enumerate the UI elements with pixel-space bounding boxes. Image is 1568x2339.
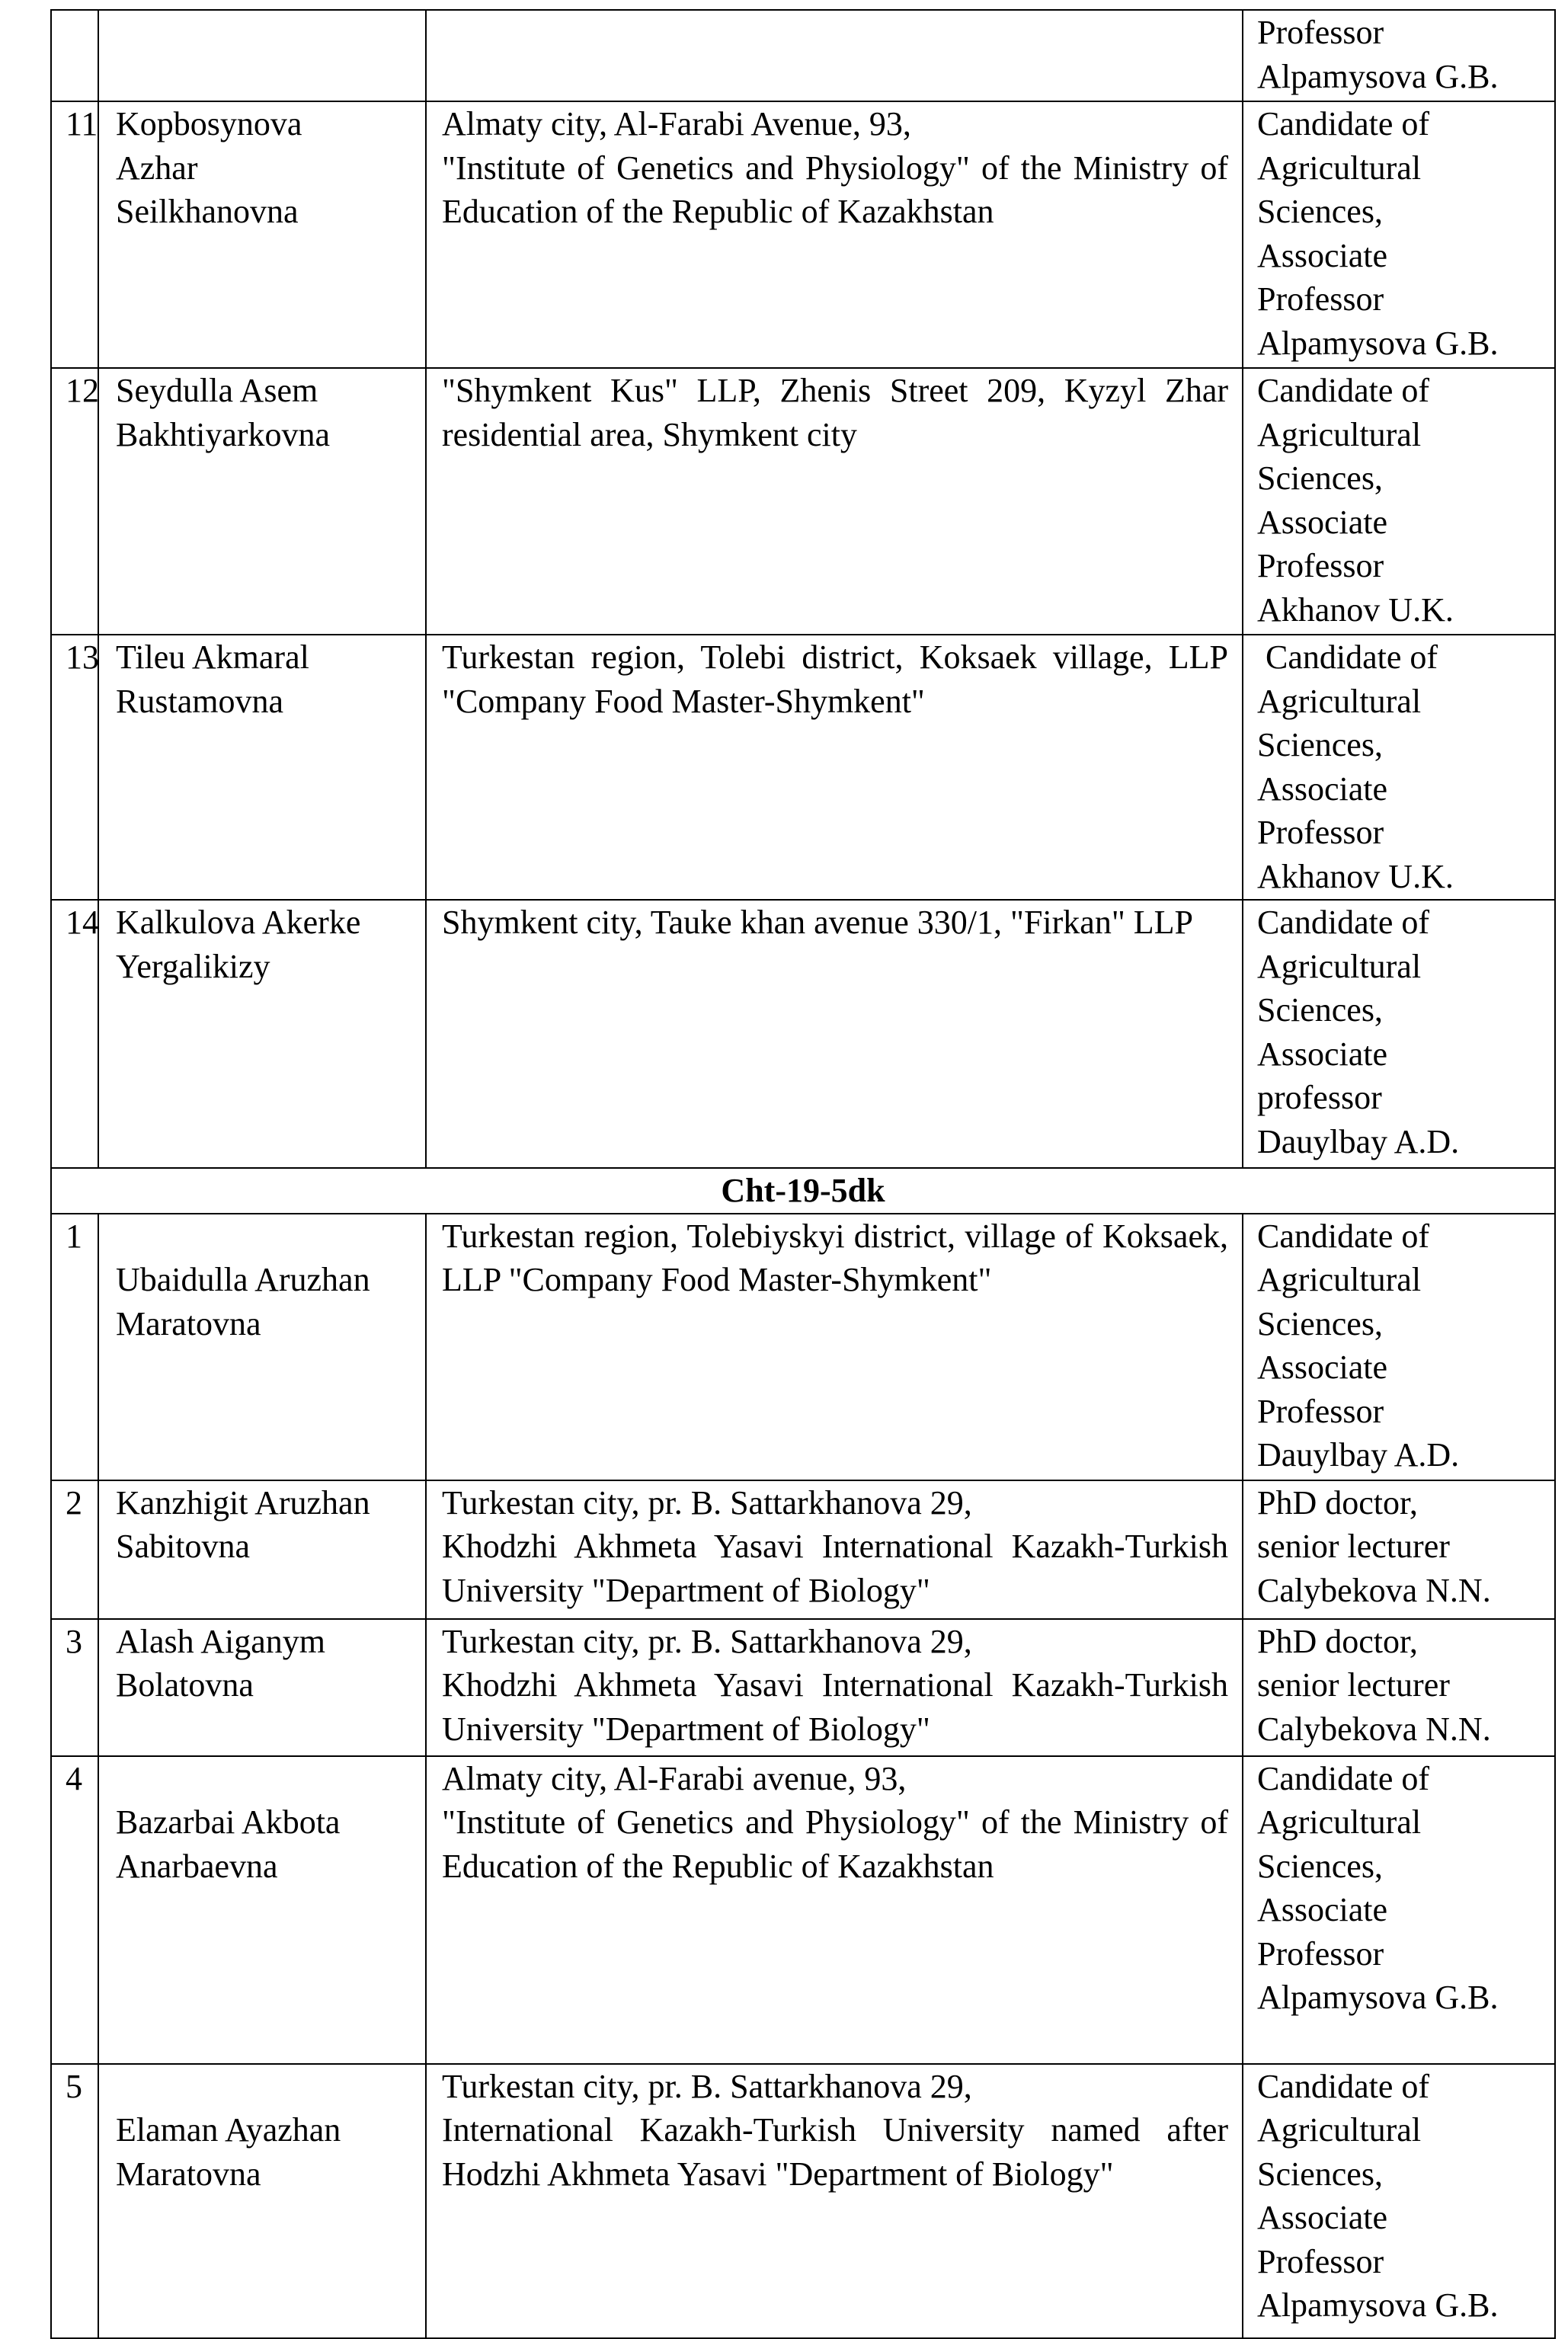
row-number-cell xyxy=(51,1619,98,1756)
supervisor-cell xyxy=(1243,1756,1555,2064)
student-name-cell xyxy=(98,1756,426,2064)
supervisor-cell xyxy=(1243,635,1555,900)
row-number: 1 xyxy=(66,1217,82,1255)
practice-address-cell xyxy=(426,2064,1243,2338)
supervisor-cell xyxy=(1243,368,1555,635)
practice-address-cell xyxy=(426,368,1243,635)
table-row xyxy=(51,368,1555,635)
row-number: 5 xyxy=(66,2067,82,2105)
practice-address-cell xyxy=(426,1619,1243,1756)
student-name: Kalkulova Akerke Yergalikizy xyxy=(116,904,361,985)
row-number-cell xyxy=(51,635,98,900)
practice-address-cell xyxy=(426,1756,1243,2064)
supervisor-cell xyxy=(1243,10,1555,101)
practice-address: Turkestan city, pr. B. Sattarkhanova 29, Khodzhi Akhmeta Yasavi International Kazakh-Turkish University "Department of Biology" xyxy=(442,1483,1228,1609)
section-header xyxy=(51,1168,1555,1214)
supervisor: Candidate of Agricultural Sciences, Associate Professor Akhanov U.K. xyxy=(1257,372,1454,629)
supervisor: PhD doctor, senior lecturer Calybekova N.N. xyxy=(1257,1483,1491,1609)
row-number-cell xyxy=(51,1756,98,2064)
section-row xyxy=(51,1168,1555,1214)
student-name-cell xyxy=(98,635,426,900)
student-name-cell xyxy=(98,2064,426,2338)
table-row xyxy=(51,1480,1555,1619)
supervisor: Candidate of Agricultural Sciences, Associate Professor Alpamysova G.B. xyxy=(1257,1759,1499,2016)
student-name-cell xyxy=(98,1214,426,1480)
row-number: 14 xyxy=(66,904,99,941)
practice-address: Turkestan region, Tolebi district, Koksaek village, LLP "Company Food Master-Shymkent" xyxy=(442,638,1237,720)
student-name: Alash Aiganym Bolatovna xyxy=(116,1622,325,1704)
practice-address: Almaty city, Al-Farabi Avenue, 93, "Institute of Genetics and Physiology" of the Ministry of Education of the Republic of Kazakhstan xyxy=(442,105,1228,230)
row-number-cell xyxy=(51,1214,98,1480)
supervisor-cell xyxy=(1243,1214,1555,1480)
row-number-cell xyxy=(51,900,98,1168)
student-name: Bazarbai Akbota Anarbaevna xyxy=(116,1803,341,1885)
row-number: 12 xyxy=(66,372,99,409)
student-name: Elaman Ayazhan Maratovna xyxy=(116,2111,341,2193)
row-number-cell xyxy=(51,1480,98,1619)
supervisor: PhD doctor, senior lecturer Calybekova N.N. xyxy=(1257,1622,1491,1748)
table-row xyxy=(51,2064,1555,2338)
section-title: Cht-19-5dk xyxy=(51,1168,1555,1214)
supervisor: Professor Alpamysova G.B. xyxy=(1257,14,1499,95)
table-row xyxy=(51,1756,1555,2064)
supervisor-cell xyxy=(1243,900,1555,1168)
student-name: Kopbosynova Azhar Seilkhanovna xyxy=(116,105,302,230)
row-number: 4 xyxy=(66,1759,82,1797)
supervisor: Candidate of Agricultural Sciences, Associate Professor Akhanov U.K. xyxy=(1257,638,1454,895)
student-name-cell xyxy=(98,10,426,101)
student-name: Seydulla Asem Bakhtiyarkovna xyxy=(116,372,331,453)
row-number-cell xyxy=(51,2064,98,2338)
row-number: 13 xyxy=(66,638,99,676)
student-name: Kanzhigit Aruzhan Sabitovna xyxy=(116,1483,370,1565)
practice-address-cell xyxy=(426,10,1243,101)
table-row xyxy=(51,1214,1555,1480)
table-row xyxy=(51,635,1555,900)
student-name-cell xyxy=(98,368,426,635)
table-body-bottom xyxy=(51,1214,1555,2338)
student-name: Ubaidulla Aruzhan Maratovna xyxy=(116,1261,370,1342)
student-name: Tileu Akmaral Rustamovna xyxy=(116,638,309,720)
supervisor: Candidate of Agricultural Sciences, Associate Professor Alpamysova G.B. xyxy=(1257,2067,1499,2324)
student-name-cell xyxy=(98,900,426,1168)
practice-address: Turkestan city, pr. B. Sattarkhanova 29, Khodzhi Akhmeta Yasavi International Kazakh-Turkish University "Department of Biology" xyxy=(442,1622,1228,1748)
practice-address: Shymkent city, Tauke khan avenue 330/1, "Firkan" LLP xyxy=(442,904,1194,941)
table-body-top xyxy=(51,10,1555,1168)
row-number-cell xyxy=(51,101,98,368)
row-number: 2 xyxy=(66,1483,82,1521)
table-row xyxy=(51,101,1555,368)
row-number: 11 xyxy=(66,105,98,142)
practice-address: Almaty city, Al-Farabi avenue, 93, "Institute of Genetics and Physiology" of the Ministry of Education of the Republic of Kazakhstan xyxy=(442,1759,1228,1885)
supervisor: Candidate of Agricultural Sciences, Associate professor Dauylbay A.D. xyxy=(1257,904,1460,1160)
row-number: 3 xyxy=(66,1622,82,1660)
practice-address-cell xyxy=(426,635,1243,900)
table-row xyxy=(51,10,1555,101)
row-number-cell xyxy=(51,10,98,101)
practice-address: Turkestan city, pr. B. Sattarkhanova 29, International Kazakh-Turkish University named after Hodzhi Akhmeta Yasavi "Department of Biology" xyxy=(442,2067,1228,2193)
supervisor: Candidate of Agricultural Sciences, Associate Professor Alpamysova G.B. xyxy=(1257,105,1499,362)
practice-address-cell xyxy=(426,1480,1243,1619)
practice-address: Turkestan region, Tolebiyskyi district, village of Koksaek, LLP "Company Food Master-Shymkent" xyxy=(442,1217,1237,1298)
practice-address-cell xyxy=(426,900,1243,1168)
supervisor-cell xyxy=(1243,1619,1555,1756)
table-row xyxy=(51,900,1555,1168)
practice-address-cell xyxy=(426,101,1243,368)
row-number-cell xyxy=(51,368,98,635)
supervisor-cell xyxy=(1243,1480,1555,1619)
supervisor-cell xyxy=(1243,101,1555,368)
student-name-cell xyxy=(98,1619,426,1756)
practice-address: "Shymkent Kus" LLP, Zhenis Street 209, Kyzyl Zhar residential area, Shymkent city xyxy=(442,372,1237,453)
student-name-cell xyxy=(98,101,426,368)
student-name-cell xyxy=(98,1480,426,1619)
practice-address-cell xyxy=(426,1214,1243,1480)
students-table xyxy=(50,9,1556,2339)
table-row xyxy=(51,1619,1555,1756)
supervisor: Candidate of Agricultural Sciences, Associate Professor Dauylbay A.D. xyxy=(1257,1217,1460,1473)
supervisor-cell xyxy=(1243,2064,1555,2338)
